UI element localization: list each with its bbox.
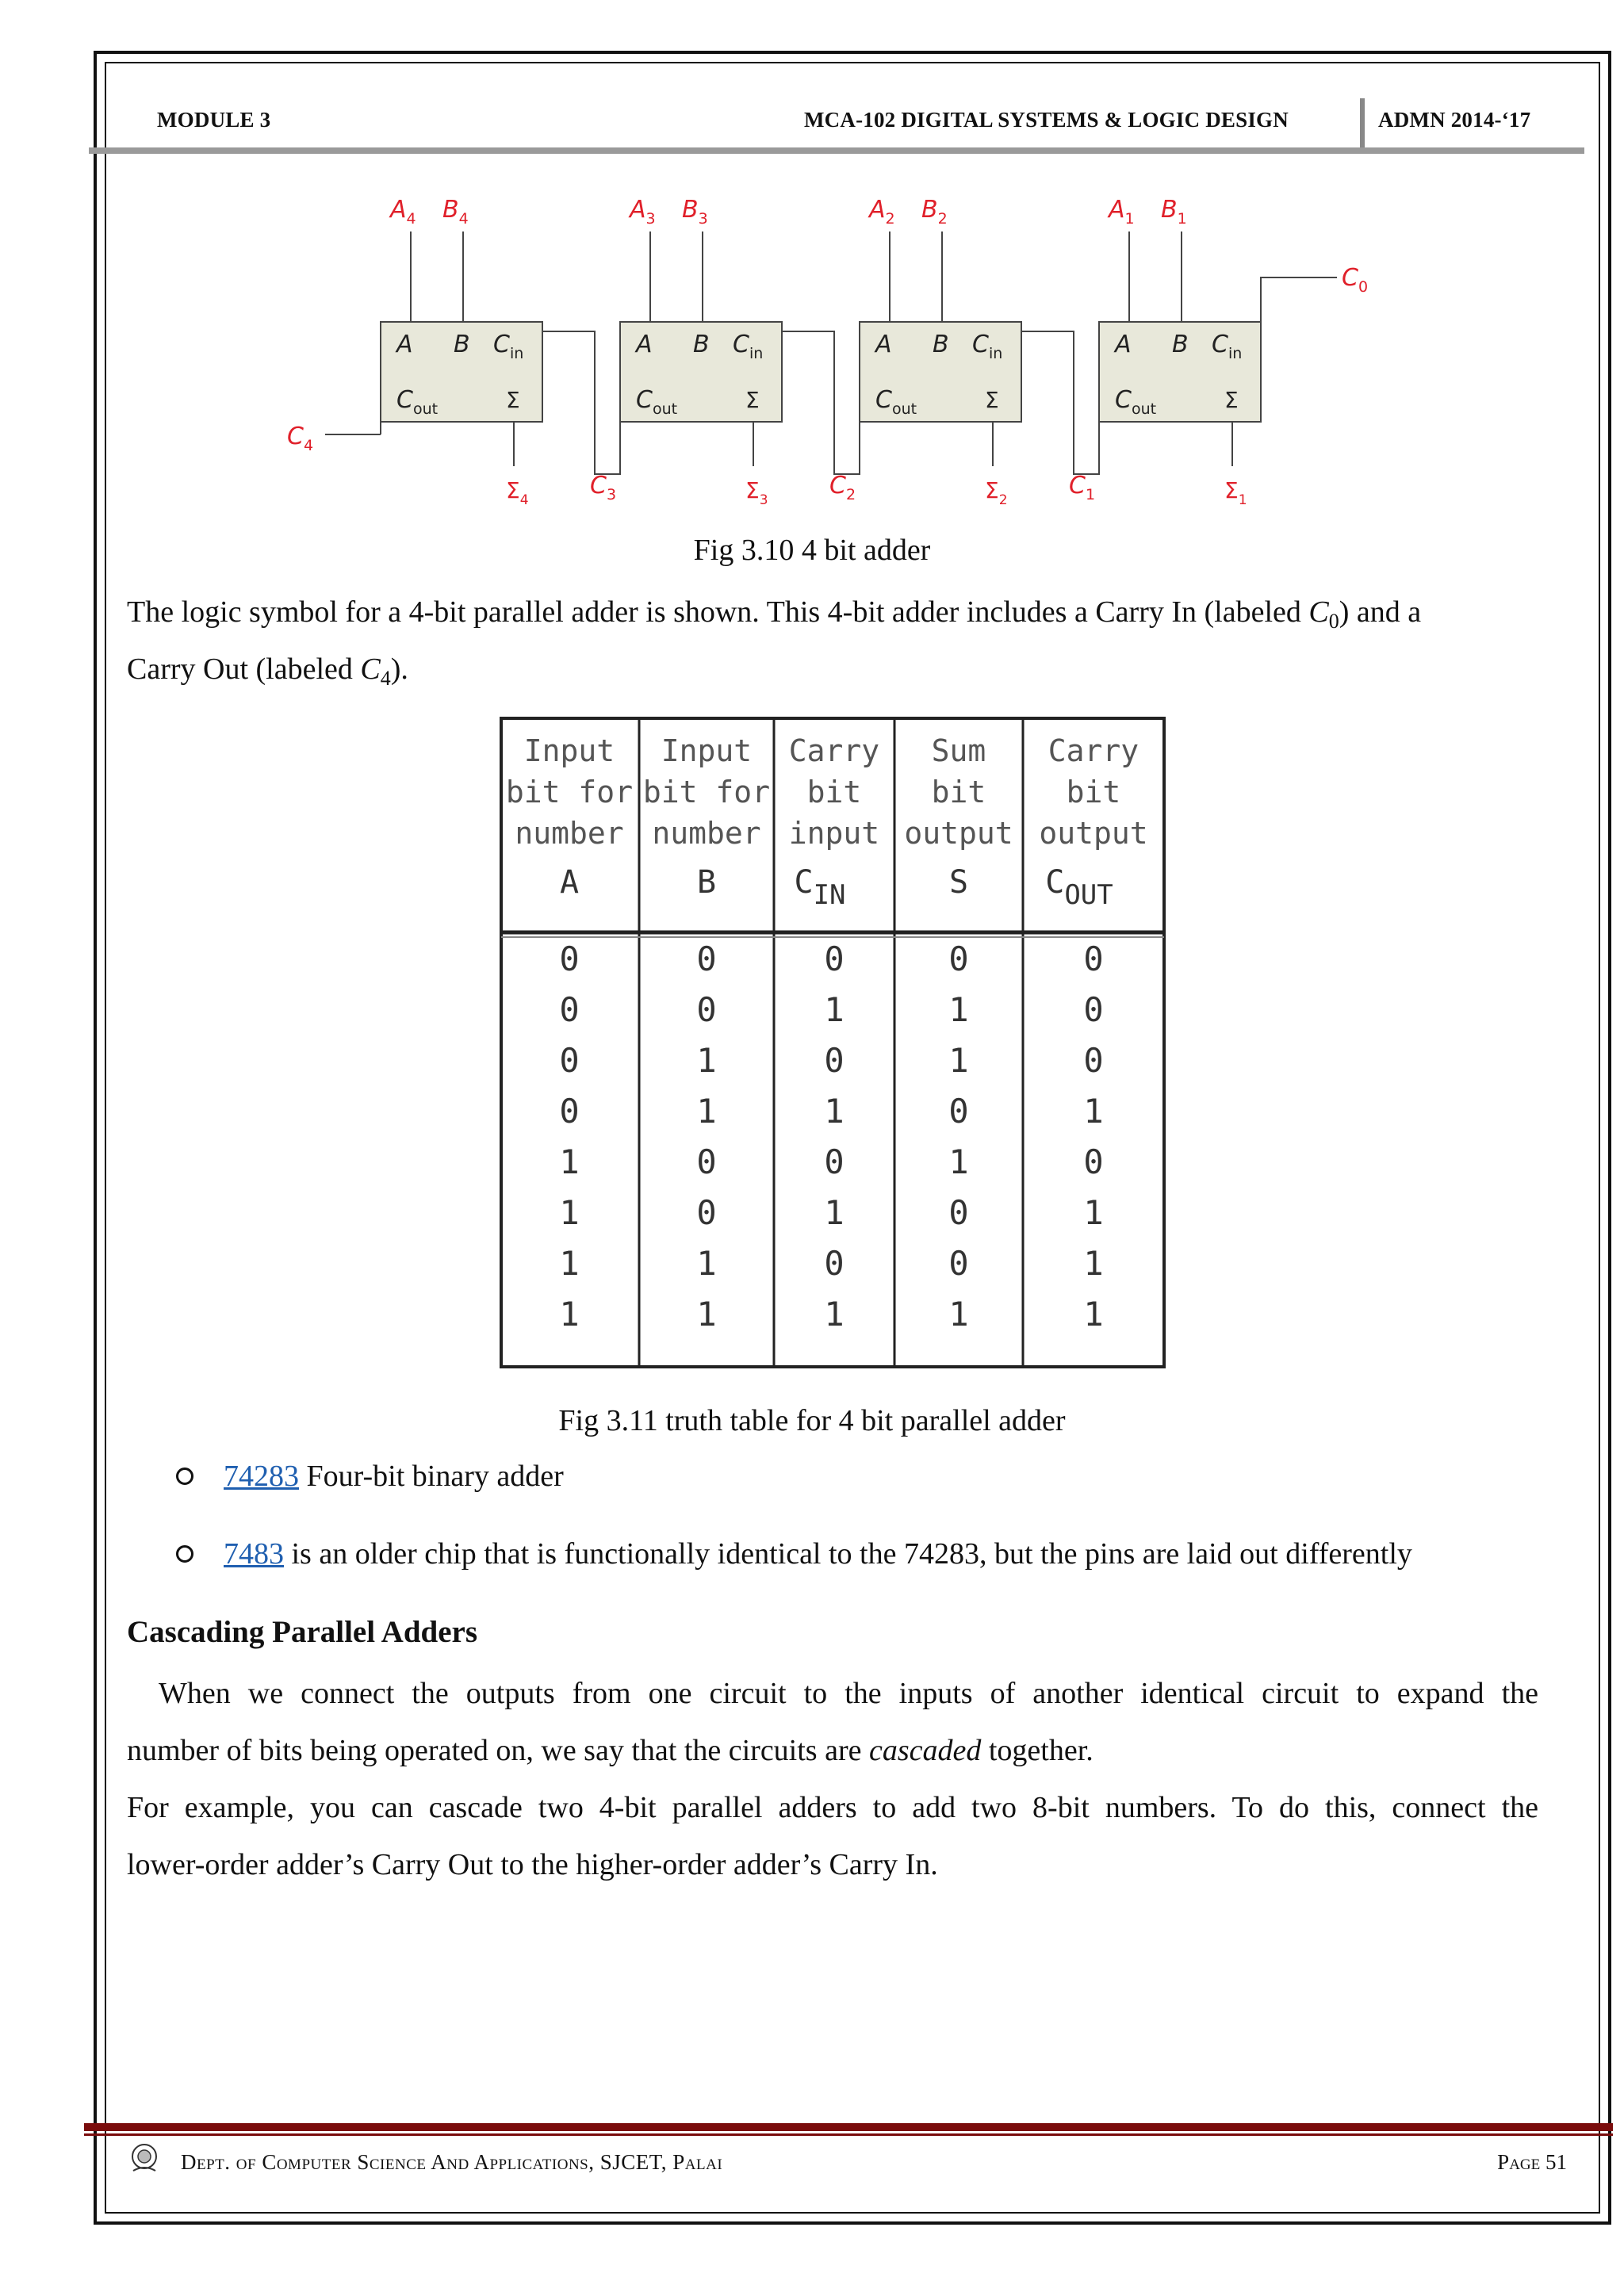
pin-sum: Σ	[1224, 387, 1239, 413]
table-cell: 1	[559, 1142, 580, 1181]
header-admn: ADMN 2014-‘17	[1378, 108, 1531, 132]
section-p1-emphasis: cascaded	[868, 1734, 982, 1767]
table-header-text: bit for	[642, 775, 771, 809]
label-a: $A_2$	[869, 196, 895, 228]
table-header-symbol: A	[559, 864, 580, 901]
college-logo-icon	[127, 2141, 162, 2175]
intro-text-3: Carry Out (labeled	[127, 652, 361, 686]
table-cell: 0	[824, 1244, 845, 1283]
table-cell: 1	[1083, 1295, 1104, 1334]
pin-a: A	[875, 331, 892, 358]
intro-c0-sub: 0	[1328, 610, 1339, 633]
intro-text-1: The logic symbol for a 4-bit parallel adder is shown. This 4-bit adder includes a Carry In (labeled	[127, 595, 1309, 629]
carry-wire	[782, 331, 860, 474]
footer-rule-thin	[84, 2133, 1613, 2136]
table-cell: 1	[948, 1295, 969, 1334]
label-a: $A_4$	[390, 196, 416, 228]
label-carry: $C_3$	[590, 472, 617, 503]
figure-caption-table: Fig 3.11 truth table for 4 bit parallel adder	[558, 1404, 1066, 1437]
table-header-text: bit	[806, 775, 862, 809]
pin-b: B	[933, 331, 949, 358]
table-header-text: input	[788, 816, 880, 851]
table-cell: 1	[824, 1295, 845, 1334]
pin-sum: Σ	[506, 387, 520, 413]
table-header-text: bit	[931, 775, 986, 809]
table-cell: 0	[559, 990, 580, 1029]
label-sum: $\Sigma_4$	[506, 477, 529, 508]
pin-cin: $C_{in}$	[733, 331, 764, 362]
table-cell: 0	[559, 1092, 580, 1131]
table-cell: 0	[948, 1244, 969, 1283]
table-cell: 0	[696, 1193, 717, 1232]
table-cell: 1	[824, 1193, 845, 1232]
table-header-text: Input	[523, 733, 615, 768]
table-cell: 1	[1083, 1244, 1104, 1283]
section-p1-line2-pre: number of bits being operated on, we say that the circuits are	[127, 1734, 869, 1767]
table-cell: 1	[696, 1092, 717, 1131]
table-header-symbol: S	[948, 864, 969, 901]
pin-sum: Σ	[745, 387, 760, 413]
table-cell: 0	[559, 939, 580, 978]
table-cell: 0	[824, 939, 845, 978]
label-sum: $\Sigma_2$	[985, 477, 1008, 508]
table-header-text: Sum	[931, 733, 986, 768]
carry-wire	[542, 331, 620, 474]
table-header-text: bit for	[505, 775, 634, 809]
table-header-text: number	[652, 816, 761, 851]
table-cell: 0	[696, 1142, 717, 1181]
adder-diagram	[287, 184, 1372, 517]
table-cell: 1	[559, 1193, 580, 1232]
intro-text-4: ).	[390, 652, 408, 686]
table-cell: 1	[559, 1295, 580, 1334]
bullet-circle-icon	[176, 1468, 193, 1485]
label-a: $A_1$	[1109, 196, 1135, 228]
label-a: $A_3$	[630, 196, 656, 228]
table-cell: 0	[696, 990, 717, 1029]
pin-b: B	[454, 331, 470, 358]
table-header-symbol: $C_{OUT}$	[1045, 864, 1113, 911]
intro-paragraph-line2	[127, 641, 1538, 707]
label-b: $B_4$	[442, 196, 469, 228]
label-b: $B_1$	[1161, 196, 1187, 228]
table-header-text: bit	[1066, 775, 1121, 809]
label-c4: $C_4$	[287, 423, 314, 454]
bullet-74283	[176, 1459, 564, 1494]
section-heading: Cascading Parallel Adders	[127, 1615, 478, 1649]
section-p1-line1-text: When we connect the outputs from one circuit to the inputs of another identical circuit to expand the	[159, 1677, 1538, 1710]
table-cell: 0	[824, 1142, 845, 1181]
header-separator	[1360, 98, 1365, 151]
page-header	[105, 94, 1600, 151]
pin-cin: $C_{in}$	[1212, 331, 1243, 362]
section-p1-line2	[127, 1722, 1538, 1779]
section-p1-line1	[127, 1665, 1538, 1722]
table-cell: 0	[559, 1041, 580, 1080]
table-cell: 0	[1083, 939, 1104, 978]
header-module: MODULE 3	[157, 108, 271, 132]
table-cell: 1	[948, 1041, 969, 1080]
section-p1-line2-post: together.	[981, 1734, 1094, 1767]
intro-text-2: ) and a	[1339, 595, 1422, 629]
pin-cin: $C_{in}$	[972, 331, 1003, 362]
pin-cout: $C_{out}$	[1115, 386, 1157, 418]
table-cell: 1	[696, 1041, 717, 1080]
table-cell: 1	[1083, 1092, 1104, 1131]
truth-table	[500, 717, 1166, 1368]
pin-a: A	[1115, 331, 1132, 358]
table-cell: 1	[824, 1092, 845, 1131]
pin-cin: $C_{in}$	[493, 331, 524, 362]
table-cell: 0	[1083, 990, 1104, 1029]
table-cell: 1	[948, 990, 969, 1029]
header-course: MCA-102 DIGITAL SYSTEMS & LOGIC DESIGN	[804, 108, 1289, 132]
table-cell: 1	[696, 1244, 717, 1283]
header-rule	[89, 147, 1584, 154]
table-cell: 1	[696, 1295, 717, 1334]
link-7483[interactable]: 7483	[224, 1537, 284, 1571]
footer-department: Dept. of Computer Science And Applications, SJCET, Palai	[181, 2150, 723, 2174]
intro-c4-sub: 4	[380, 667, 391, 690]
table-cell: 0	[1083, 1142, 1104, 1181]
table-cell: 0	[948, 1092, 969, 1131]
pin-cout: $C_{out}$	[636, 386, 678, 418]
pin-cout: $C_{out}$	[875, 386, 917, 418]
table-header-text: Input	[661, 733, 753, 768]
table-header-text: number	[515, 816, 624, 851]
table-cell: 0	[696, 939, 717, 978]
bullet-text-74283: Four-bit binary adder	[299, 1460, 564, 1493]
pin-sum: Σ	[985, 387, 999, 413]
label-carry: $C_1$	[1069, 472, 1096, 503]
footer-rule	[84, 2123, 1613, 2131]
table-header-symbol: B	[696, 864, 717, 901]
label-carry: $C_2$	[829, 472, 856, 503]
figure-caption-adder: Fig 3.10 4 bit adder	[693, 534, 931, 567]
label-b: $B_3$	[682, 196, 708, 228]
section-p2-line1: For example, you can cascade two 4-bit parallel adders to add two 8-bit numbers. To do this, connect the	[127, 1791, 1538, 1824]
table-header-text: output	[904, 816, 1013, 851]
bullet-text-7483: is an older chip that is functionally identical to the 74283, but the pins are laid out differently	[284, 1537, 1412, 1571]
pin-b: B	[1172, 331, 1189, 358]
pin-b: B	[693, 331, 710, 358]
carry-wire	[1021, 331, 1099, 474]
pin-a: A	[636, 331, 653, 358]
table-cell: 1	[824, 990, 845, 1029]
table-cell: 1	[1083, 1193, 1104, 1232]
label-b: $B_2$	[921, 196, 948, 228]
intro-c4: C	[360, 652, 381, 686]
bullet-circle-icon	[176, 1545, 193, 1563]
link-74283[interactable]: 74283	[224, 1460, 299, 1493]
table-header-text: Carry	[1048, 733, 1139, 768]
section-p2-line2: lower-order adder’s Carry Out to the higher-order adder’s Carry In.	[127, 1848, 938, 1881]
pin-a: A	[396, 331, 413, 358]
label-c0: $C_0$	[1342, 264, 1369, 296]
table-header-text: Carry	[788, 733, 880, 768]
table-cell: 0	[948, 1193, 969, 1232]
table-cell: 0	[1083, 1041, 1104, 1080]
table-cell: 0	[824, 1041, 845, 1080]
footer-page-number: Page 51	[1497, 2150, 1567, 2174]
bullet-7483	[176, 1536, 1412, 1571]
intro-c0: C	[1308, 595, 1329, 629]
label-sum: $\Sigma_3$	[745, 477, 768, 508]
table-header-text: output	[1039, 816, 1148, 851]
pin-cout: $C_{out}$	[396, 386, 439, 418]
label-sum: $\Sigma_1$	[1224, 477, 1247, 508]
table-cell: 1	[559, 1244, 580, 1283]
carry-in-wire	[1261, 277, 1337, 331]
table-cell: 0	[948, 939, 969, 978]
table-header-symbol: $C_{IN}$	[794, 864, 846, 911]
table-cell: 1	[948, 1142, 969, 1181]
